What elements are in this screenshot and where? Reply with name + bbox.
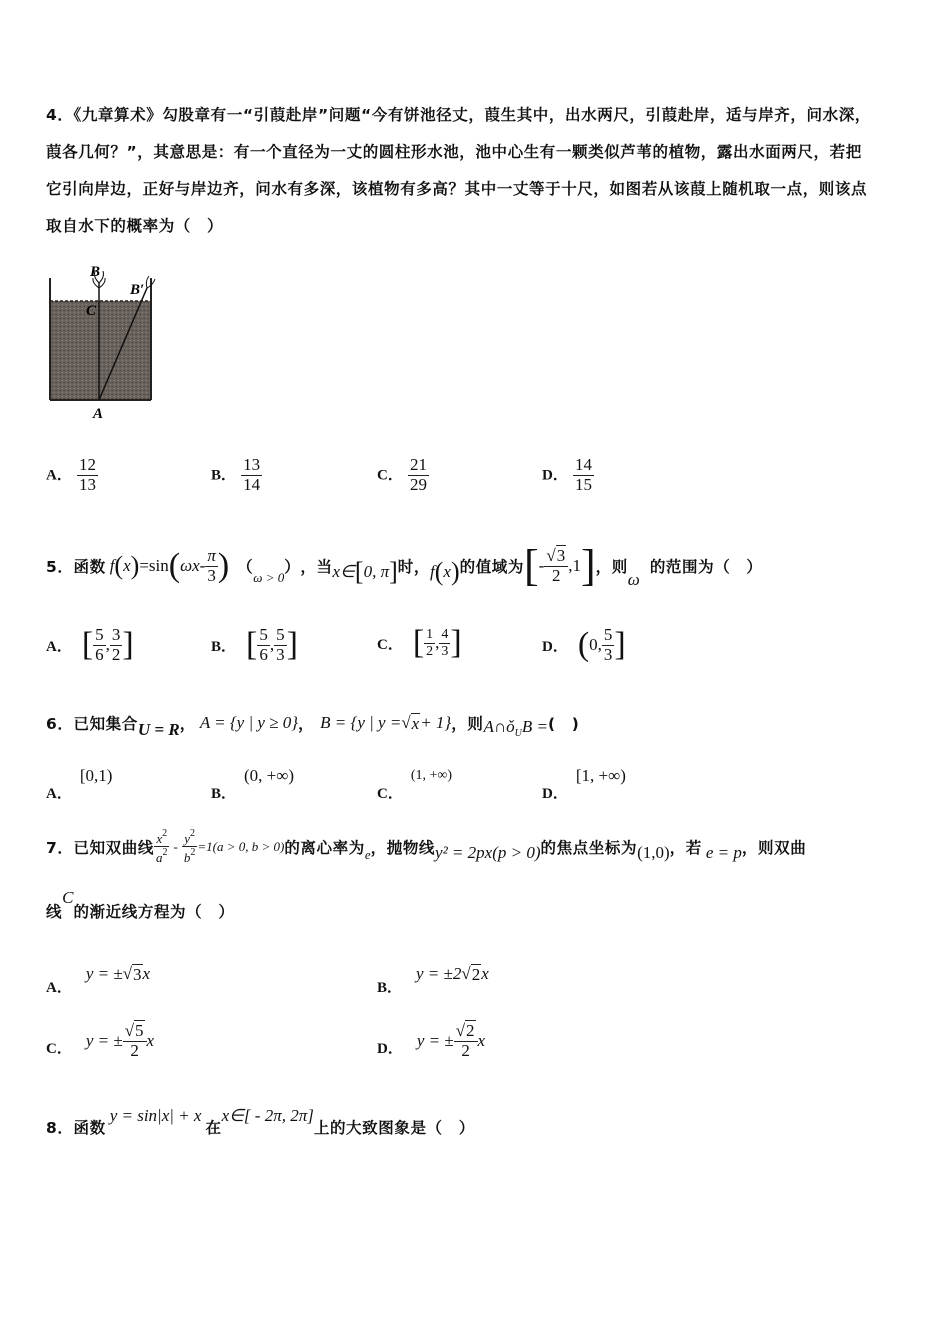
q8-stem: 8．函数 y = sin|x| + x 在 x∈[ - 2π, 2π] 上的大致图象是（ ） [46,1106,475,1137]
q7-option-a[interactable]: A． y = ± √ 3 x [46,964,151,996]
q4-option-b[interactable]: B． $\frac{13}{14}$ [211,455,261,494]
q6-option-d[interactable]: D． [1, +∞) [542,766,626,802]
label-B: B [90,264,101,280]
q6-option-b[interactable]: B． (0, +∞) [211,766,295,802]
q5-option-b[interactable]: B． [ $\frac{5}{6}$ , $\frac{5}{3}$ ] [211,625,298,664]
q4-stem-line-4: 取自水下的概率为（ ） [46,217,224,235]
label-B-prime: B′ [130,282,145,298]
q4-stem-line-3: 它引向岸边，正好与岸边齐，问水有多深，该植物有多高？其中一丈等于十尺，如图若从该葭上随机取一点，则该点 [46,180,868,198]
q4-option-c[interactable]: C． $\frac{21}{29}$ [377,455,427,494]
q7-option-c[interactable]: C． y = ± $\frac{√5}{2}$ x [46,1021,155,1060]
q5-option-d[interactable]: D． ( 0, $\frac{5}{3}$ ] [542,625,626,664]
q6-option-c[interactable]: C． (1, +∞) [377,768,453,802]
label-A: A [93,406,104,422]
q4-pond-figure [40,258,165,423]
q7-option-d[interactable]: D． y = ± $\frac{√2}{2}$ x [377,1021,486,1060]
q7-stem-line-1: 7．已知双曲线 $\frac{x^2}{a^2}$ - $\frac{y^2}{b^2}$ =1(a > 0, b > 0) 的离心率为 e ，抛物线 y² = 2px(p > 0) 的焦点坐标为 (1,0) ，若 e = p ，则双曲 [46,828,807,866]
q7-stem-line-2: 线 C 的渐近线方程为（ ） [46,888,235,921]
q5-stem: 5．函数 f ( x ) =sin ( ωx - $\frac{\pi}{3}$ ) （ ω > 0 ） ，当 x∈ [ 0, π ] 时， f ( x ) 的值域为 [ - $\frac{√3}{2}$ ,1 ] ，则 ω 的范围为（ ） [46,541,763,590]
q6-stem: 6．已知集合 U = R ， A = {y | y ≥ 0} ， B = {y | y = √ x + 1} ，则 A∩ǒ U B = ( ) [46,713,580,739]
q4-option-a[interactable]: A． $\frac{12}{13}$ [46,455,96,494]
reed-leaves-icon [93,271,155,288]
q4-option-d[interactable]: D． $\frac{14}{15}$ [542,455,592,494]
label-C: C [86,303,97,319]
q7-option-b[interactable]: B． y = ±2 √ 2 x [377,964,489,996]
q4-stem-line-2: 葭各几何？”，其意思是：有一个直径为一丈的圆柱形水池，池中心生有一颗类似芦苇的植物，露出水面两尺，若把 [46,143,862,161]
q6-option-a[interactable]: A． [0,1) [46,766,113,802]
q5-option-a[interactable]: A． [ $\frac{5}{6}$ , $\frac{3}{2}$ ] [46,625,134,664]
q4-stem-line-1: 4．《九章算术》勾股章有一“引葭赴岸”问题“今有饼池径丈，葭生其中，出水两尺，引葭赴岸，适与岸齐，问水深， [46,106,871,124]
q5-option-c[interactable]: C． [ $\frac{1}{2}$ , $\frac{4}{3}$ ] [377,624,462,661]
